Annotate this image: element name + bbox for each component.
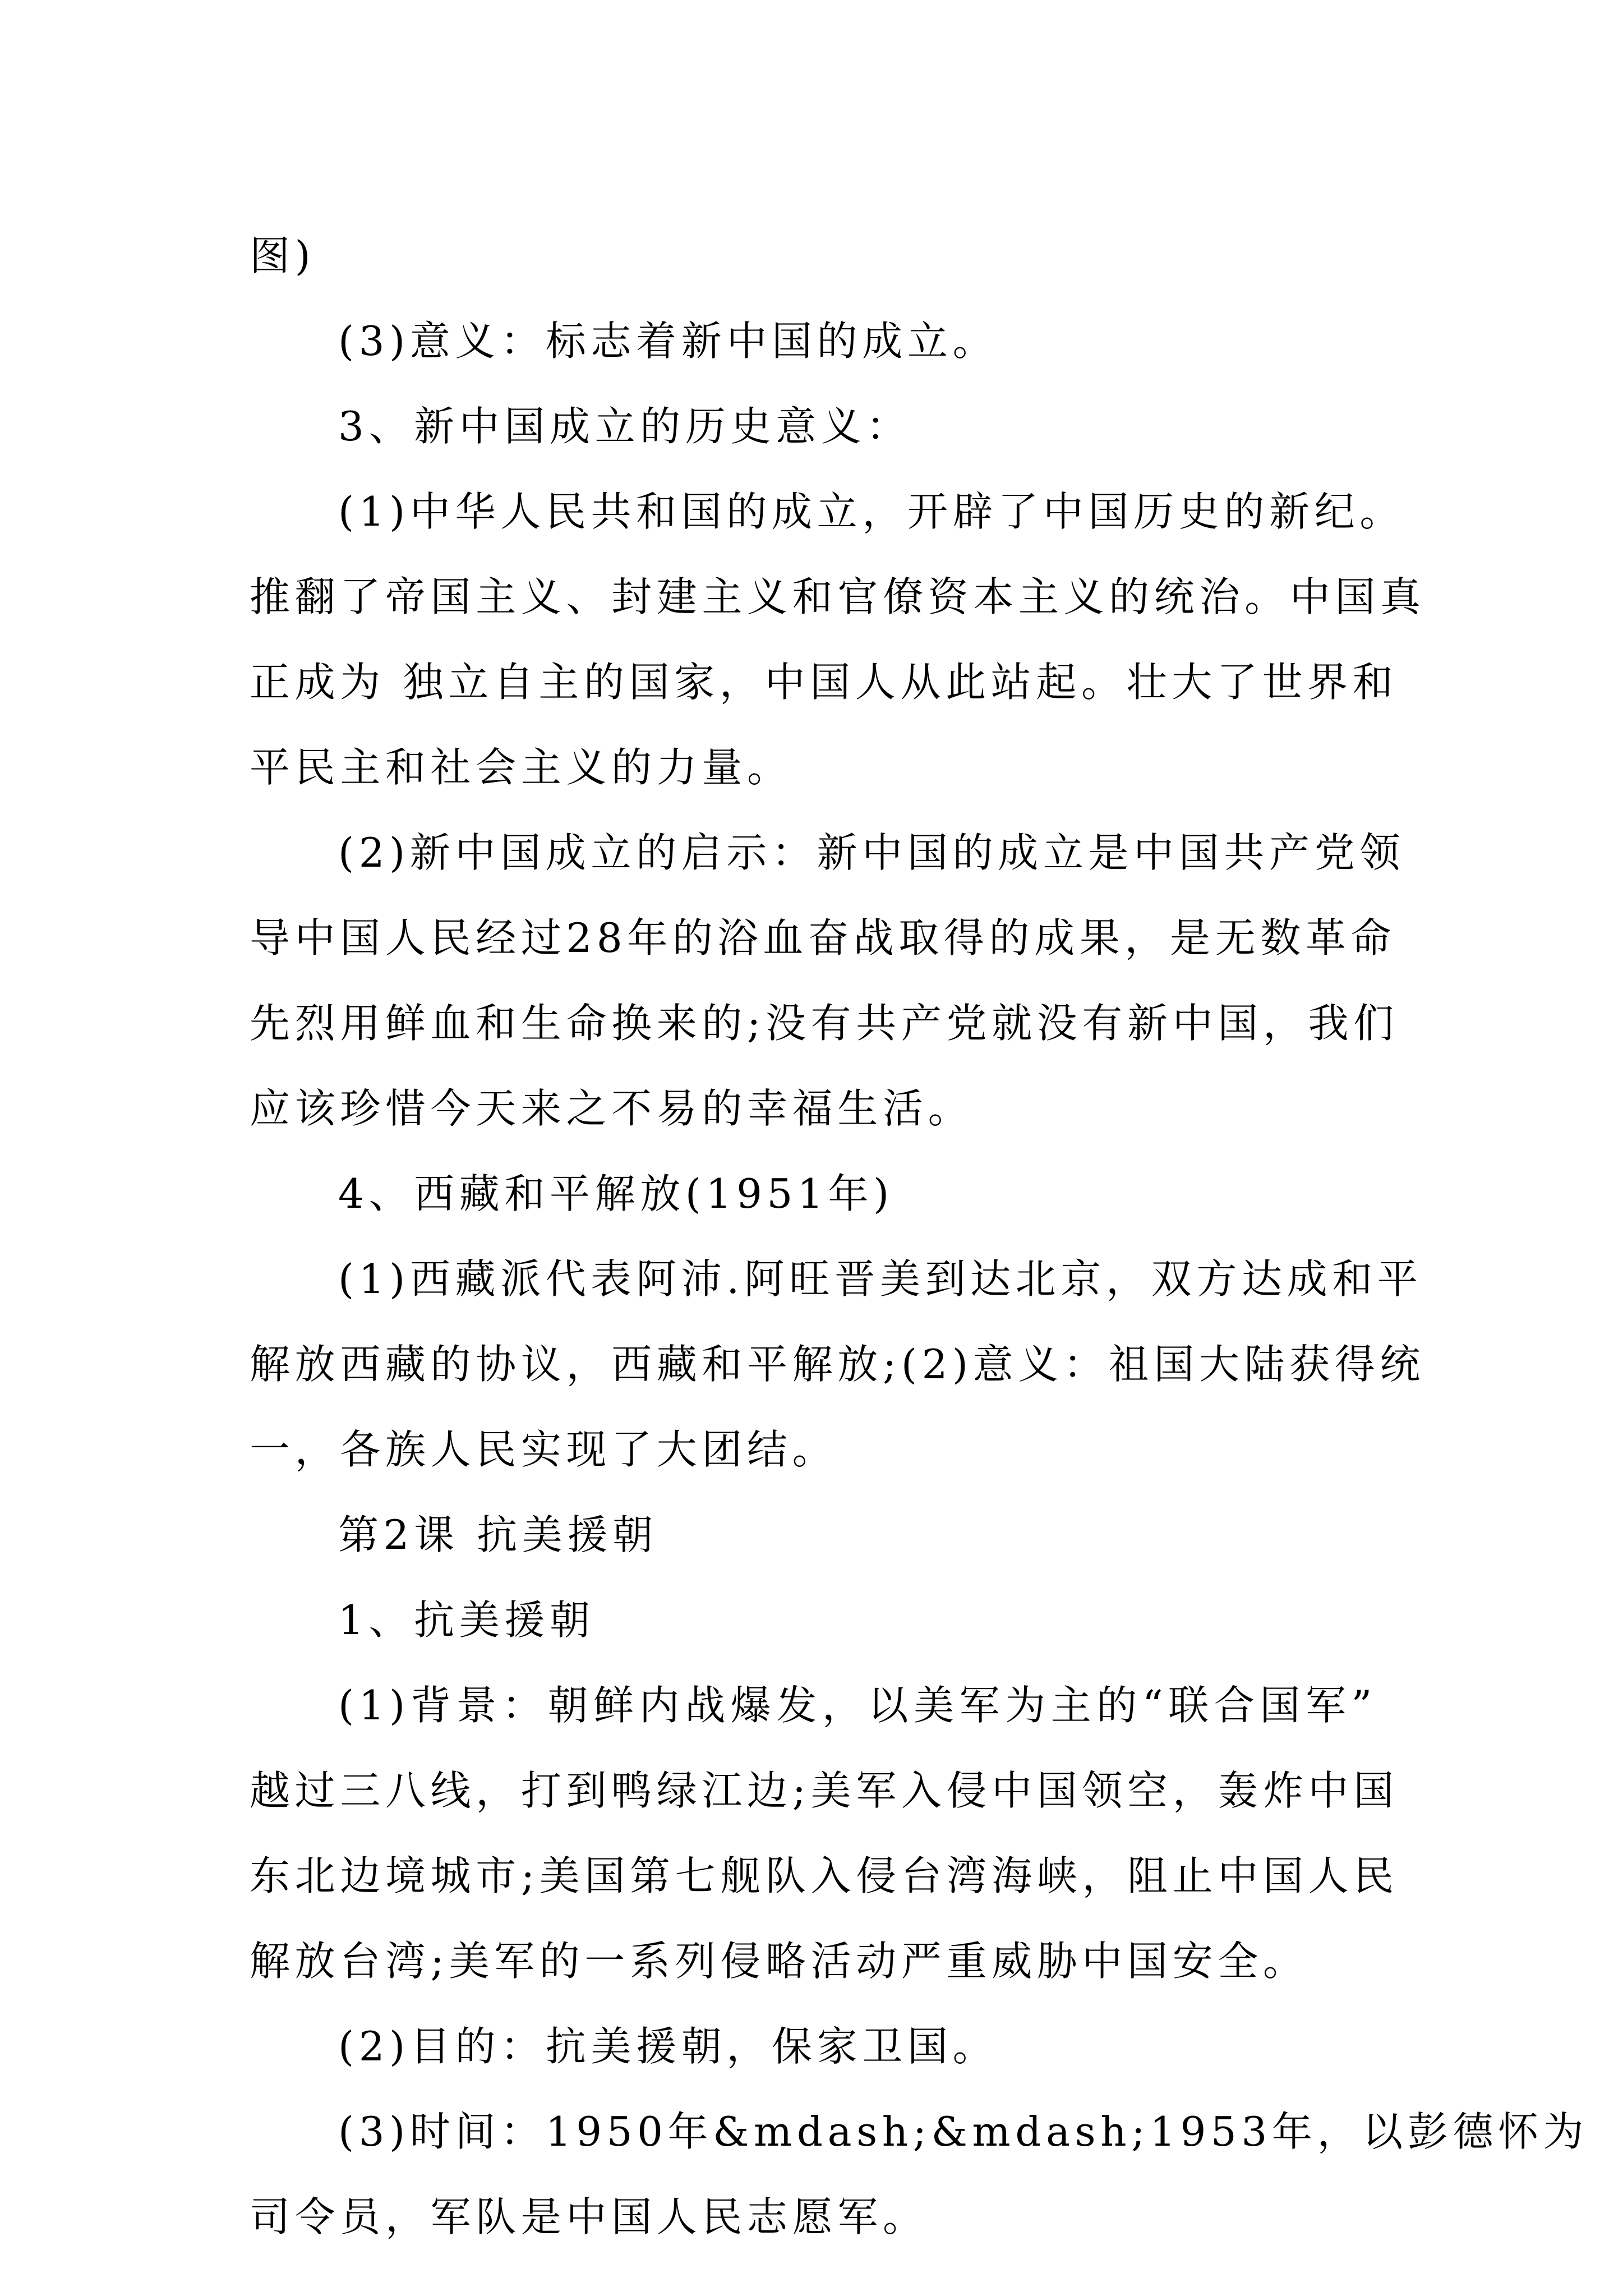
text-line: 应该珍惜今天来之不易的幸福生活。 — [250, 1085, 974, 1132]
text-line: 解放台湾;美军的一系列侵略活动严重威胁中国安全。 — [250, 1938, 1308, 1985]
text-line: 东北边境城市;美国第七舰队入侵台湾海峡，阻止中国人民 — [250, 1852, 1399, 1899]
text-line: (2)目的：抗美援朝，保家卫国。 — [338, 2023, 998, 2070]
text-line: (1)西藏派代表阿沛.阿旺晋美到达北京，双方达成和平 — [338, 1255, 1423, 1303]
document-page — [250, 213, 1589, 2260]
text-line: 先烈用鲜血和生命换来的;没有共产党就没有新中国，我们 — [250, 1000, 1399, 1047]
section-heading: 4、西藏和平解放(1951年) — [338, 1170, 894, 1217]
text-line: 导中国人民经过28年的浴血奋战取得的成果，是无数革命 — [250, 914, 1396, 961]
text-line: 一，各族人民实现了大团结。 — [250, 1426, 838, 1473]
section-heading: 3、新中国成立的历史意义： — [338, 403, 912, 450]
text-line: 正成为 独立自主的国家，中国人从此站起。壮大了世界和 — [250, 659, 1398, 706]
text-line: (3)时间：1950年&mdash;&mdash;1953年，以彭德怀为 — [338, 2108, 1589, 2155]
lesson-title: 第2课 抗美援朝 — [338, 1511, 658, 1558]
text-line: 图) — [250, 232, 316, 279]
text-line: (3)意义：标志着新中国的成立。 — [338, 318, 998, 365]
text-line: 越过三八线，打到鸭绿江边;美军入侵中国领空，轰炸中国 — [250, 1767, 1399, 1814]
text-line: 推翻了帝国主义、封建主义和官僚资本主义的统治。中国真 — [250, 573, 1426, 620]
text-line: (2)新中国成立的启示：新中国的成立是中国共产党领 — [338, 829, 1405, 876]
text-line: (1)中华人民共和国的成立，开辟了中国历史的新纪。 — [338, 488, 1405, 535]
text-line: 平民主和社会主义的力量。 — [250, 744, 792, 791]
text-line: 司令员，军队是中国人民志愿军。 — [250, 2193, 928, 2240]
text-line: 解放西藏的协议，西藏和平解放;(2)意义：祖国大陆获得统 — [250, 1341, 1426, 1388]
section-heading: 1、抗美援朝 — [338, 1596, 595, 1644]
text-line: (1)背景：朝鲜内战爆发，以美军为主的“联合国军” — [338, 1682, 1377, 1729]
